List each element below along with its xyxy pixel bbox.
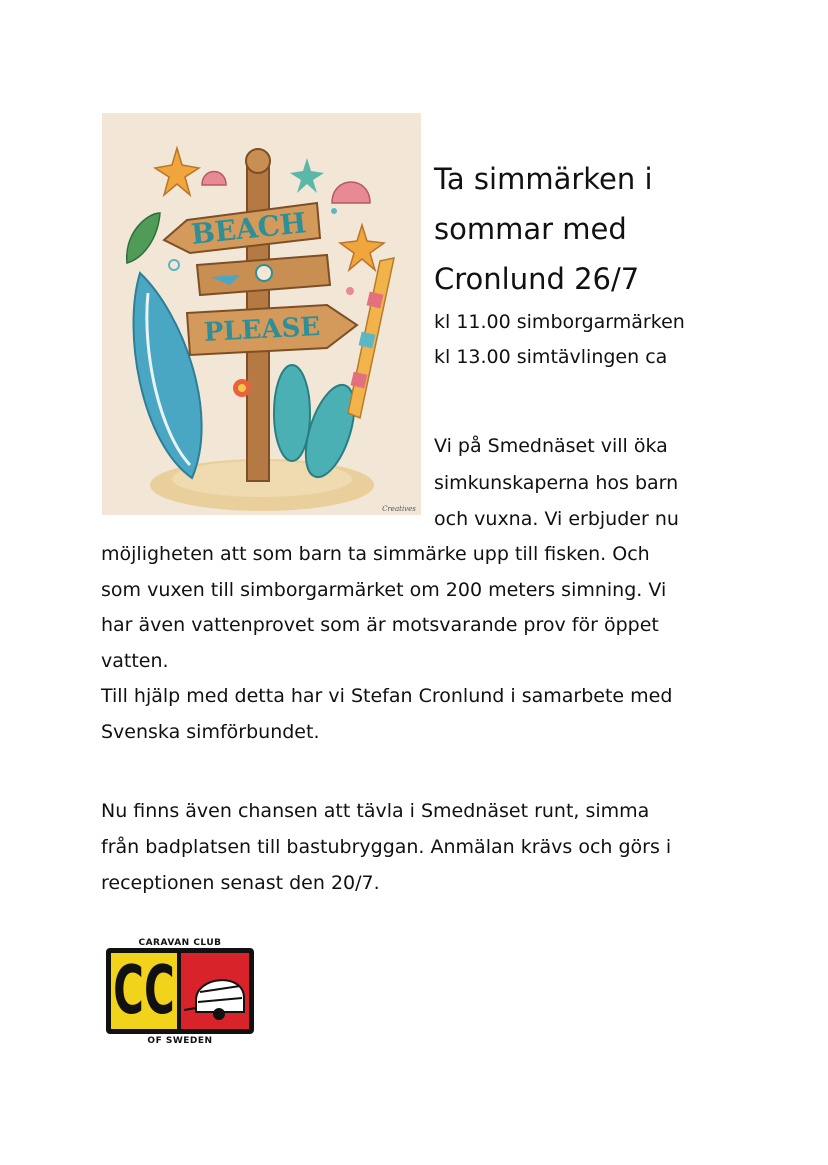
- paragraph-line: receptionen senast den 20/7.: [101, 872, 380, 894]
- logo-letters: CC: [113, 951, 175, 1030]
- beach-sign-illustration: [102, 113, 421, 515]
- paragraph-line: som vuxen till simborgarmärket om 200 meters simning. Vi: [101, 578, 667, 601]
- please-sign-text: PLEASE: [203, 311, 321, 349]
- beach-sign-text: BEACH: [189, 206, 308, 251]
- paragraph-line: från badplatsen till bastubryggan. Anmälan krävs och görs i: [101, 836, 672, 858]
- paragraph-line: har även vattenprovet som är motsvarande prov för öppet: [101, 614, 659, 636]
- artist-signature: Creatives: [382, 505, 416, 513]
- title-line: Cronlund 26/7: [434, 262, 640, 296]
- schedule: [434, 305, 685, 375]
- paragraph-line: Nu finns även chansen att tävla i Smednäset runt, simma: [101, 800, 650, 822]
- caravan-club-logo: [104, 936, 256, 1044]
- paragraph-line: vatten.: [101, 649, 169, 672]
- paragraph-line: simkunskaperna hos barn: [434, 471, 679, 494]
- intro-paragraph: [434, 428, 814, 538]
- race-paragraph: [101, 793, 801, 901]
- body-paragraph: [101, 537, 801, 750]
- title-line: Ta simmärken i: [434, 162, 653, 196]
- paragraph-line: Vi på Smednäset vill öka: [434, 435, 668, 457]
- schedule-line: kl 13.00 simtävlingen ca: [434, 346, 668, 368]
- paragraph-line: Till hjälp med detta har vi Stefan Cronlund i samarbete med: [101, 685, 673, 707]
- schedule-line: kl 11.00 simborgarmärken: [434, 311, 685, 333]
- logo-top-text: CARAVAN CLUB: [138, 938, 222, 948]
- page-title: [434, 154, 804, 304]
- paragraph-line: möjligheten att som barn ta simmärke upp till fisken. Och: [101, 543, 650, 565]
- caravan-icon: [196, 980, 244, 1012]
- logo-bottom-text: OF SWEDEN: [147, 1036, 213, 1044]
- title-line: sommar med: [434, 212, 627, 246]
- paragraph-line: Svenska simförbundet.: [101, 720, 320, 743]
- flip-flop-icon: [274, 365, 310, 461]
- paragraph-line: och vuxna. Vi erbjuder nu: [434, 508, 679, 530]
